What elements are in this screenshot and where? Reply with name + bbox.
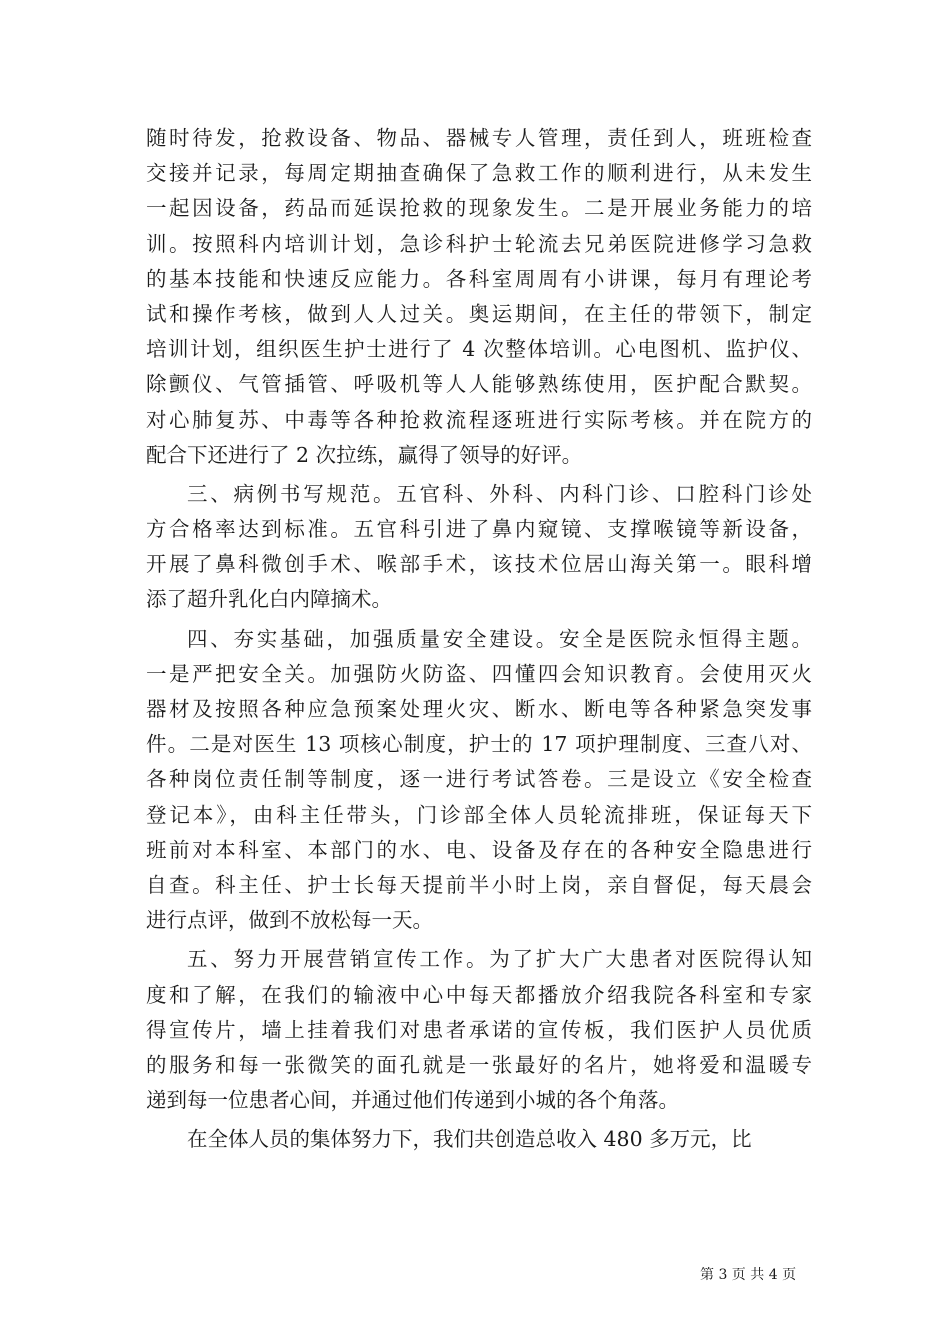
- paragraph-line: 器材及按照各种应急预案处理火灾、断水、断电等各种紧急突发事: [146, 697, 812, 721]
- paragraph-line: 一起因设备，药品而延误抢救的现象发生。二是开展业务能力的培: [146, 196, 812, 221]
- paragraph-first-line: 三、病例书写规范。五官科、外科、内科门诊、口腔科门诊处: [187, 481, 812, 506]
- paragraph-line: 递到每一位患者心间，并通过他们传递到小城的各个角落。: [146, 1088, 679, 1113]
- paragraph-line: 随时待发，抢救设备、物品、器械专人管理，责任到人，班班检查: [146, 126, 812, 150]
- paragraph-line: 培训计划，组织医生护士进行了 4 次整体培训。心电图机、监护仪、: [146, 337, 812, 362]
- paragraph-line: 各种岗位责任制等制度，逐一进行考试答卷。三是设立《安全检查: [146, 767, 812, 792]
- paragraph-line: 登记本》，由科主任带头，门诊部全体人员轮流排班，保证每天下: [146, 802, 812, 827]
- paragraph-line: 对心肺复苏、中毒等各种抢救流程逐班进行实际考核。并在院方的: [146, 407, 812, 432]
- paragraph-first-line: 在全体人员的集体努力下，我们共创造总收入 480 多万元，比: [187, 1127, 752, 1152]
- paragraph-line: 训。按照科内培训计划，急诊科护士轮流去兄弟医院进修学习急救: [146, 231, 812, 256]
- paragraph-line: 件。二是对医生 13 项核心制度，护士的 17 项护理制度、三查八对、: [146, 732, 812, 757]
- paragraph-first-line: 五、努力开展营销宣传工作。为了扩大广大患者对医院得认知: [187, 947, 812, 972]
- paragraph-line: 交接并记录，每周定期抽查确保了急救工作的顺利进行，从未发生: [146, 161, 812, 186]
- paragraph-line: 除颤仪、气管插管、呼吸机等人人能够熟练使用，医护配合默契。: [146, 372, 812, 397]
- paragraph-line: 得宣传片，墙上挂着我们对患者承诺的宣传板，我们医护人员优质: [146, 1017, 812, 1042]
- paragraph-line: 班前对本科室、本部门的水、电、设备及存在的各种安全隐患进行: [146, 837, 812, 862]
- paragraph-line: 方合格率达到标准。五官科引进了鼻内窥镜、支撑喉镜等新设备，: [146, 517, 812, 542]
- paragraph-line: 开展了鼻科微创手术、喉部手术，该技术位居山海关第一。眼科增: [146, 552, 812, 577]
- paragraph-line: 添了超升乳化白内障摘术。: [146, 587, 392, 612]
- paragraph-line: 进行点评，做到不放松每一天。: [146, 908, 433, 933]
- paragraph-line: 的服务和每一张微笑的面孔就是一张最好的名片，她将爱和温暖专: [146, 1052, 812, 1077]
- paragraph-line: 配合下还进行了 2 次拉练，赢得了领导的好评。: [146, 442, 583, 467]
- document-body: [146, 121, 812, 1157]
- paragraph-first-line: 四、夯实基础，加强质量安全建设。安全是医院永恒得主题。: [187, 626, 812, 651]
- paragraph-line: 自查。科主任、护士长每天提前半小时上岗，亲自督促，每天晨会: [146, 872, 812, 897]
- paragraph-line: 度和了解，在我们的输液中心中每天都播放介绍我院各科室和专家: [146, 982, 812, 1007]
- paragraph-line: 的基本技能和快速反应能力。各科室周周有小讲课，每月有理论考: [146, 266, 812, 291]
- page-number: 第 3 页 共 4 页: [700, 1267, 797, 1283]
- paragraph-line: 一是严把安全关。加强防火防盗、四懂四会知识教育。会使用灭火: [146, 661, 812, 686]
- paragraph-line: 试和操作考核，做到人人过关。奥运期间，在主任的带领下，制定: [146, 301, 812, 326]
